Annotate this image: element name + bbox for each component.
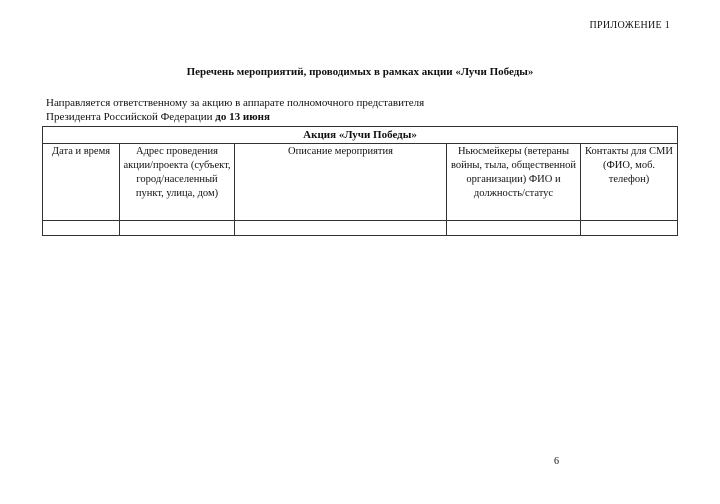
column-header-contacts: Контакты для СМИ (ФИО, моб. телефон) xyxy=(581,144,678,221)
table-cell[interactable] xyxy=(235,221,447,236)
document-title: Перечень мероприятий, проводимых в рамках акции «Лучи Победы» xyxy=(186,66,534,78)
appendix-label: ПРИЛОЖЕНИЕ 1 xyxy=(589,20,670,31)
column-header-description: Описание мероприятия xyxy=(235,144,447,221)
intro-line-1: Направляется ответственному за акцию в аппарате полномочного представителя xyxy=(46,97,425,109)
table-row xyxy=(43,221,678,236)
table-caption-row xyxy=(43,127,678,144)
intro-deadline: до 13 июня xyxy=(215,111,270,123)
intro-text xyxy=(46,96,424,124)
intro-line-2 xyxy=(46,110,424,124)
column-header-date: Дата и время xyxy=(43,144,120,221)
table-cell[interactable] xyxy=(43,221,120,236)
column-header-address: Адрес проведения акции/проекта (субъект, город/населенный пункт, улица, дом) xyxy=(120,144,235,221)
table-cell[interactable] xyxy=(447,221,581,236)
intro-line-2-prefix: Президента Российской Федерации xyxy=(46,111,216,123)
table-cell[interactable] xyxy=(581,221,678,236)
table-cell[interactable] xyxy=(120,221,235,236)
table-caption: Акция «Лучи Победы» xyxy=(43,127,678,144)
table-header-row xyxy=(43,144,678,221)
column-header-newsmakers: Ньюсмейкеры (ветераны войны, тыла, общественной организации) ФИО и должность/статус xyxy=(447,144,581,221)
page-number: 6 xyxy=(554,456,559,467)
events-table xyxy=(42,126,678,236)
